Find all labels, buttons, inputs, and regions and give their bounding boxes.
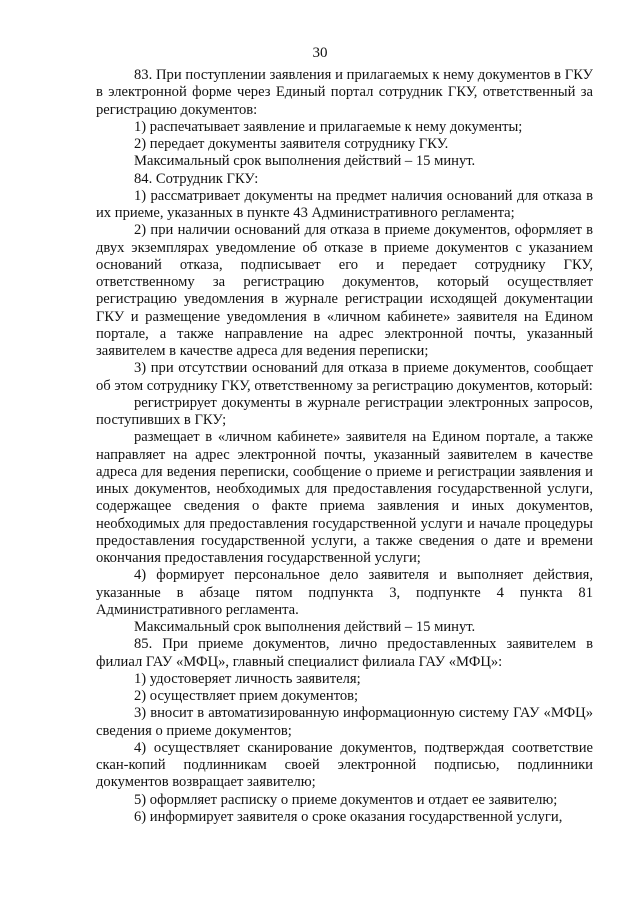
paragraph-85-item-3: 3) вносит в автоматизированную информационную систему ГАУ «МФЦ» сведения о приеме документов; xyxy=(96,705,593,739)
document-body xyxy=(96,67,593,826)
paragraph-85-item-2: 2) осуществляет прием документов; xyxy=(134,688,359,704)
paragraph-83-max-time: Максимальный срок выполнения действий – 15 минут. xyxy=(134,153,476,170)
paragraph-85-item-1: 1) удостоверяет личность заявителя; xyxy=(134,670,361,687)
page-number: 30 xyxy=(312,45,328,61)
paragraph-83-intro: 83. При поступлении заявления и прилагаемых к нему документов в ГКУ в электронной форме через Единый портал сотрудник ГКУ, ответственный за регистрацию документов: xyxy=(96,67,593,118)
paragraph-84-publish: размещает в «личном кабинете» заявителя на Едином портале, а также направляет на адрес электронной почты, указанный заявителем в качестве адреса для ведения переписки, сообщение о приеме и регистрации заявления и иных документов, необходимых для предоставления государственной услуги, содержащее сведения о факте приема заявления и иных документов, необходимых для предоставления государственной услуги и начале процедуры предоставления государственной услуги, а также сведения о дате и времени окончания предоставления государственной услуги; xyxy=(96,429,593,566)
paragraph-85-item-5: 5) оформляет расписку о приеме документов и отдает ее заявителю; xyxy=(134,791,558,808)
paragraph-83-item-1: 1) распечатывает заявление и прилагаемые к нему документы; xyxy=(134,118,523,135)
paragraph-84-intro: 84. Сотрудник ГКУ: xyxy=(134,170,259,187)
paragraph-84-max-time: Максимальный срок выполнения действий – 15 минут. xyxy=(134,619,476,635)
paragraph-84-register: регистрирует документы в журнале регистрации электронных запросов, поступивших в ГКУ; xyxy=(96,394,593,428)
paragraph-83-item-2: 2) передает документы заявителя сотруднику ГКУ. xyxy=(134,136,449,152)
paragraph-84-item-3: 3) при отсутствии оснований для отказа в приеме документов, сообщает об этом сотруднику ГКУ, ответственному за регистрацию документов, который: xyxy=(96,360,593,394)
paragraph-85-item-4: 4) осуществляет сканирование документов, подтверждая соответствие скан-копий подлинникам своей электронной подписью, подлинники документов возвращает заявителю; xyxy=(96,739,593,791)
paragraph-84-item-2: 2) при наличии оснований для отказа в приеме документов, оформляет в двух экземплярах уведомление об отказе в приеме документов с указанием оснований отказа, подписывает его и передает сотруднику ГКУ, ответственному за регистрацию документов, который осуществляет регистрацию уведомления в журнале регистрации исходящей документации ГКУ и размещение уведомления в «личном кабинете» заявителя на Едином портале, а также направление на адрес электронной почты, указанный заявителем в качестве адреса для ведения переписки; xyxy=(96,222,593,359)
paragraph-85-intro: 85. При приеме документов, лично предоставленных заявителем в филиал ГАУ «МФЦ», главный специалист филиала ГАУ «МФЦ»: xyxy=(96,636,593,670)
paragraph-84-item-1: 1) рассматривает документы на предмет наличия оснований для отказа в их приеме, указанных в пункте 43 Административного регламента; xyxy=(96,187,593,221)
paragraph-85-item-6: 6) информирует заявителя о сроке оказания государственной услуги, xyxy=(134,808,563,825)
paragraph-84-item-4: 4) формирует персональное дело заявителя и выполняет действия, указанные в абзаце пятом подпункта 3, подпункте 4 пункта 81 Административного регламента. xyxy=(96,567,593,618)
